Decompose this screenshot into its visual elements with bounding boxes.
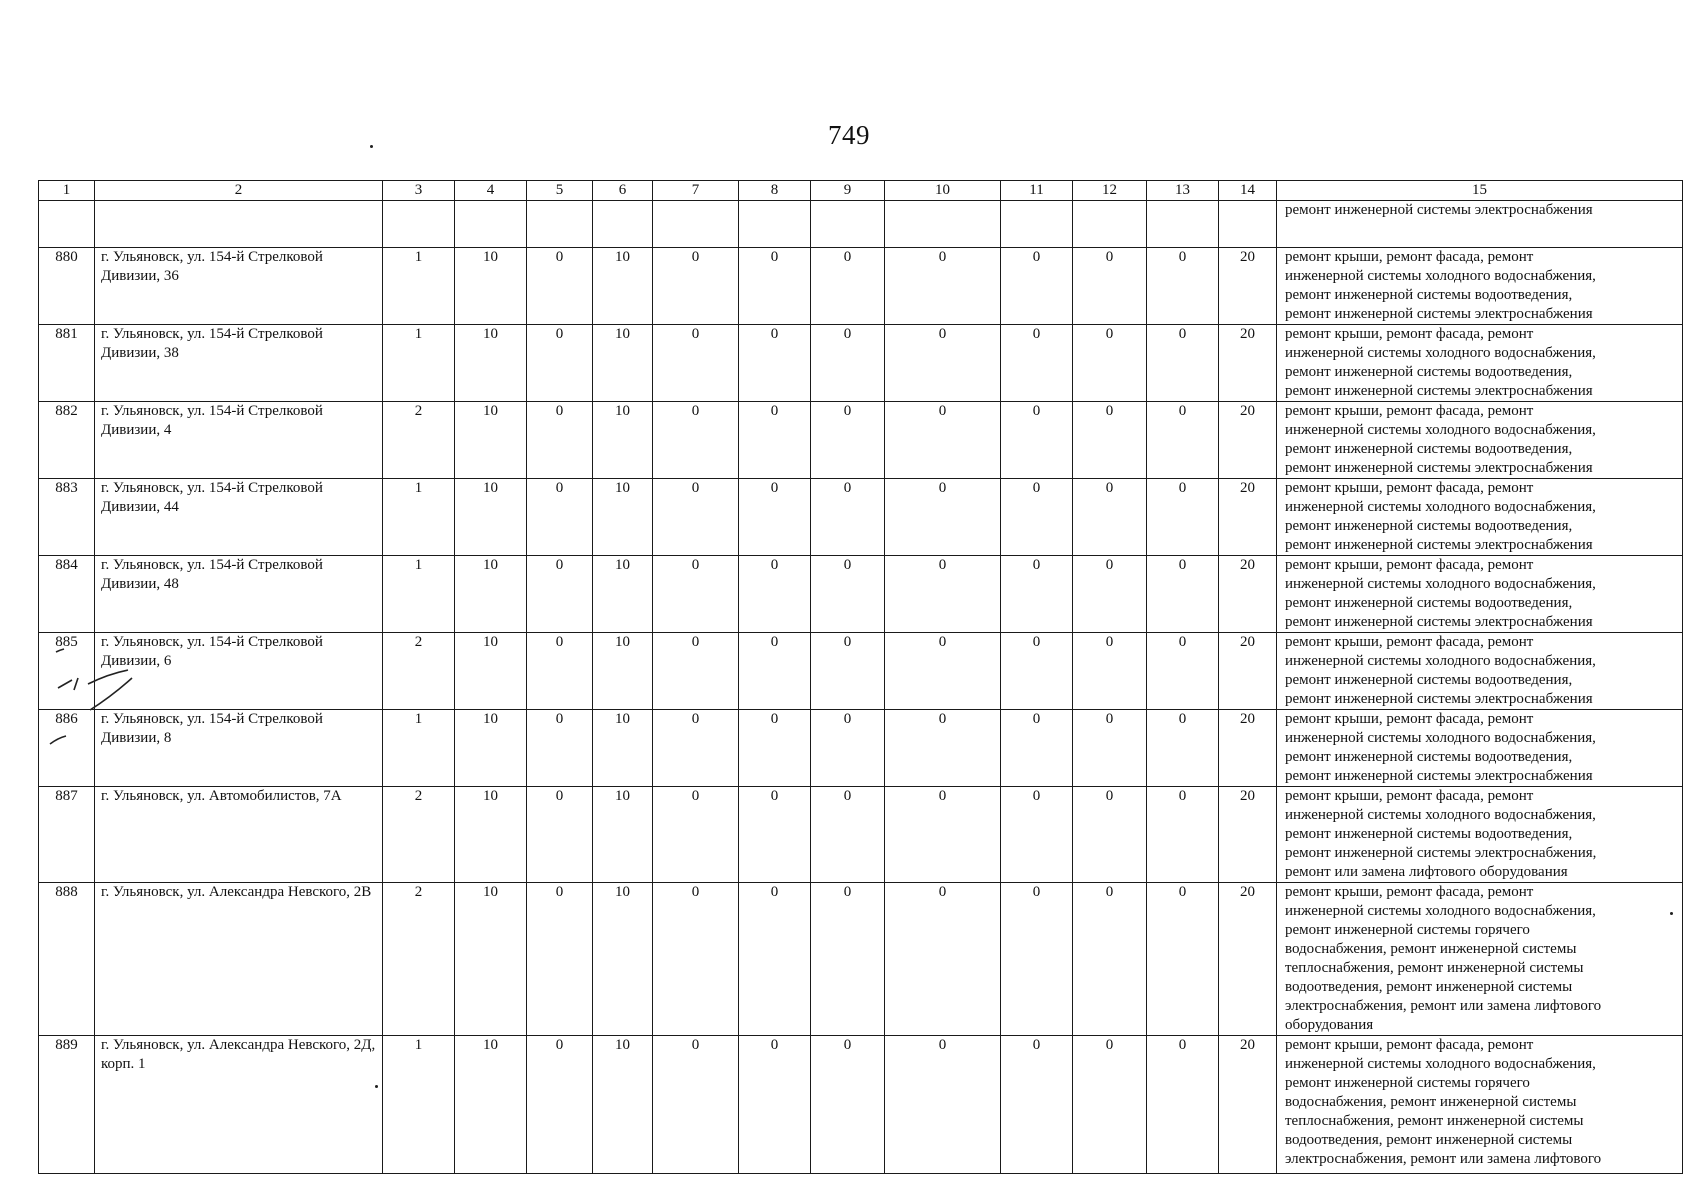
value-cell: 0 xyxy=(739,248,811,325)
value-cell: 0 xyxy=(653,633,739,710)
value-cell: 0 xyxy=(885,710,1001,787)
value-cell: 0 xyxy=(885,479,1001,556)
value-cell: 0 xyxy=(1147,710,1219,787)
works-cell: ремонт крыши, ремонт фасада, ремонт инженерной системы холодного водоснабжения, ремонт инженерной системы водоотведения, ремонт инженерной системы электроснабжения xyxy=(1277,556,1683,633)
row-number-cell: 888 xyxy=(39,883,95,1036)
value-cell: 0 xyxy=(653,710,739,787)
table-cell xyxy=(1001,201,1073,248)
value-cell: 0 xyxy=(1147,402,1219,479)
value-cell: 0 xyxy=(1073,787,1147,883)
address-cell: г. Ульяновск, ул. 154-й Стрелковой Дивизии, 48 xyxy=(95,556,383,633)
works-cell: ремонт крыши, ремонт фасада, ремонт инженерной системы холодного водоснабжения, ремонт инженерной системы горячего водоснабжения, ремонт инженерной системы теплоснабжения, ремонт инженерной системы водоотведения, ремонт инженерной системы электроснабжения, ремонт или замена лифтового xyxy=(1277,1036,1683,1174)
value-cell: 0 xyxy=(1073,710,1147,787)
address-cell: г. Ульяновск, ул. Александра Невского, 2В xyxy=(95,883,383,1036)
value-cell: 0 xyxy=(1073,633,1147,710)
value-cell: 10 xyxy=(593,1036,653,1174)
value-cell: 0 xyxy=(811,883,885,1036)
value-cell: 0 xyxy=(527,710,593,787)
value-cell: 0 xyxy=(527,1036,593,1174)
value-cell: 10 xyxy=(455,1036,527,1174)
value-cell: 0 xyxy=(1001,633,1073,710)
column-number-header: 10 xyxy=(885,181,1001,201)
table-cell xyxy=(39,201,95,248)
value-cell: 0 xyxy=(739,479,811,556)
value-cell: 20 xyxy=(1219,556,1277,633)
handwritten-check-marks xyxy=(38,640,158,750)
value-cell: 0 xyxy=(811,556,885,633)
value-cell: 10 xyxy=(593,710,653,787)
value-cell: 0 xyxy=(885,248,1001,325)
address-cell: г. Ульяновск, ул. 154-й Стрелковой Дивизии, 4 xyxy=(95,402,383,479)
value-cell: 10 xyxy=(593,633,653,710)
value-cell: 0 xyxy=(811,633,885,710)
value-cell: 0 xyxy=(1073,402,1147,479)
value-cell: 0 xyxy=(811,787,885,883)
value-cell: 0 xyxy=(527,556,593,633)
value-cell: 20 xyxy=(1219,479,1277,556)
value-cell: 0 xyxy=(1147,248,1219,325)
scan-speck xyxy=(1670,912,1673,915)
value-cell: 0 xyxy=(739,1036,811,1174)
value-cell: 10 xyxy=(455,479,527,556)
value-cell: 0 xyxy=(885,633,1001,710)
row-number-cell: 889 xyxy=(39,1036,95,1174)
value-cell: 0 xyxy=(527,248,593,325)
value-cell: 0 xyxy=(739,325,811,402)
value-cell: 0 xyxy=(1147,479,1219,556)
table-cell xyxy=(811,201,885,248)
table-row xyxy=(39,479,1683,556)
value-cell: 0 xyxy=(885,1036,1001,1174)
value-cell: 0 xyxy=(1001,883,1073,1036)
value-cell: 0 xyxy=(1073,883,1147,1036)
table-row xyxy=(39,710,1683,787)
column-number-header: 11 xyxy=(1001,181,1073,201)
works-cell: ремонт крыши, ремонт фасада, ремонт инженерной системы холодного водоснабжения, ремонт инженерной системы водоотведения, ремонт инженерной системы электроснабжения xyxy=(1277,633,1683,710)
works-cell: ремонт крыши, ремонт фасада, ремонт инженерной системы холодного водоснабжения, ремонт инженерной системы водоотведения, ремонт инженерной системы электроснабжения xyxy=(1277,479,1683,556)
value-cell: 10 xyxy=(455,633,527,710)
value-cell: 0 xyxy=(739,710,811,787)
value-cell: 20 xyxy=(1219,883,1277,1036)
value-cell: 10 xyxy=(593,402,653,479)
page-number: 749 xyxy=(828,120,870,150)
value-cell: 0 xyxy=(527,402,593,479)
value-cell: 10 xyxy=(593,325,653,402)
value-cell: 0 xyxy=(527,883,593,1036)
value-cell: 20 xyxy=(1219,787,1277,883)
value-cell: 1 xyxy=(383,479,455,556)
row-number-cell: 884 xyxy=(39,556,95,633)
row-number-cell: 882 xyxy=(39,402,95,479)
table-row xyxy=(39,883,1683,1036)
value-cell: 0 xyxy=(653,325,739,402)
value-cell: 0 xyxy=(527,787,593,883)
value-cell: 0 xyxy=(811,325,885,402)
value-cell: 0 xyxy=(811,1036,885,1174)
value-cell: 10 xyxy=(455,556,527,633)
value-cell: 20 xyxy=(1219,402,1277,479)
value-cell: 0 xyxy=(653,1036,739,1174)
table-row xyxy=(39,325,1683,402)
value-cell: 0 xyxy=(527,633,593,710)
address-cell: г. Ульяновск, ул. 154-й Стрелковой Дивизии, 36 xyxy=(95,248,383,325)
value-cell: 0 xyxy=(653,883,739,1036)
value-cell: 1 xyxy=(383,1036,455,1174)
value-cell: 0 xyxy=(885,325,1001,402)
value-cell: 10 xyxy=(455,710,527,787)
works-cell: ремонт крыши, ремонт фасада, ремонт инженерной системы холодного водоснабжения, ремонт инженерной системы горячего водоснабжения, ремонт инженерной системы теплоснабжения, ремонт инженерной системы водоотведения, ремонт инженерной системы электроснабжения, ремонт или замена лифтового оборудования xyxy=(1277,883,1683,1036)
table-cell xyxy=(455,201,527,248)
value-cell: 0 xyxy=(885,883,1001,1036)
value-cell: 0 xyxy=(1073,248,1147,325)
column-number-header: 6 xyxy=(593,181,653,201)
column-number-header: 3 xyxy=(383,181,455,201)
value-cell: 0 xyxy=(1001,402,1073,479)
table-row xyxy=(39,248,1683,325)
row-number-cell: 887 xyxy=(39,787,95,883)
value-cell: 0 xyxy=(885,556,1001,633)
value-cell: 0 xyxy=(653,402,739,479)
value-cell: 0 xyxy=(653,479,739,556)
table-row xyxy=(39,1036,1683,1174)
header-row xyxy=(39,181,1683,201)
value-cell: 1 xyxy=(383,248,455,325)
address-cell: г. Ульяновск, ул. 154-й Стрелковой Дивизии, 8 xyxy=(95,710,383,787)
scan-speck xyxy=(375,1085,378,1088)
value-cell: 20 xyxy=(1219,248,1277,325)
value-cell: 1 xyxy=(383,710,455,787)
value-cell: 0 xyxy=(739,556,811,633)
value-cell: 0 xyxy=(1147,633,1219,710)
column-number-header: 9 xyxy=(811,181,885,201)
value-cell: 2 xyxy=(383,633,455,710)
value-cell: 0 xyxy=(1001,1036,1073,1174)
value-cell: 10 xyxy=(593,248,653,325)
value-cell: 0 xyxy=(653,787,739,883)
works-cell: ремонт инженерной системы электроснабжения xyxy=(1277,201,1683,248)
column-number-header: 1 xyxy=(39,181,95,201)
table-cell xyxy=(593,201,653,248)
value-cell: 10 xyxy=(455,325,527,402)
value-cell: 10 xyxy=(455,883,527,1036)
value-cell: 0 xyxy=(1147,787,1219,883)
value-cell: 0 xyxy=(1147,1036,1219,1174)
table-cell xyxy=(527,201,593,248)
scan-speck xyxy=(370,145,373,148)
column-number-header: 5 xyxy=(527,181,593,201)
address-cell: г. Ульяновск, ул. Александра Невского, 2Д, корп. 1 xyxy=(95,1036,383,1174)
table-row xyxy=(39,556,1683,633)
works-cell: ремонт крыши, ремонт фасада, ремонт инженерной системы холодного водоснабжения, ремонт инженерной системы водоотведения, ремонт инженерной системы электроснабжения xyxy=(1277,325,1683,402)
value-cell: 0 xyxy=(1073,556,1147,633)
value-cell: 10 xyxy=(455,248,527,325)
works-cell: ремонт крыши, ремонт фасада, ремонт инженерной системы холодного водоснабжения, ремонт инженерной системы водоотведения, ремонт инженерной системы электроснабжения xyxy=(1277,710,1683,787)
value-cell: 10 xyxy=(455,402,527,479)
column-number-header: 8 xyxy=(739,181,811,201)
table-row xyxy=(39,787,1683,883)
value-cell: 0 xyxy=(811,248,885,325)
column-number-header: 2 xyxy=(95,181,383,201)
table-row xyxy=(39,633,1683,710)
works-cell: ремонт крыши, ремонт фасада, ремонт инженерной системы холодного водоснабжения, ремонт инженерной системы водоотведения, ремонт инженерной системы электроснабжения, ремонт или замена лифтового оборудования xyxy=(1277,787,1683,883)
value-cell: 0 xyxy=(1001,479,1073,556)
value-cell: 20 xyxy=(1219,1036,1277,1174)
value-cell: 0 xyxy=(527,325,593,402)
column-number-header: 7 xyxy=(653,181,739,201)
value-cell: 0 xyxy=(1073,479,1147,556)
value-cell: 0 xyxy=(1147,883,1219,1036)
table-cell xyxy=(739,201,811,248)
value-cell: 0 xyxy=(653,556,739,633)
value-cell: 0 xyxy=(739,883,811,1036)
value-cell: 20 xyxy=(1219,325,1277,402)
value-cell: 0 xyxy=(1073,325,1147,402)
row-number-cell: 880 xyxy=(39,248,95,325)
value-cell: 0 xyxy=(811,710,885,787)
value-cell: 10 xyxy=(593,479,653,556)
column-number-header: 14 xyxy=(1219,181,1277,201)
value-cell: 0 xyxy=(653,248,739,325)
value-cell: 0 xyxy=(885,402,1001,479)
table-cell xyxy=(885,201,1001,248)
value-cell: 20 xyxy=(1219,633,1277,710)
value-cell: 0 xyxy=(1147,556,1219,633)
table-cell xyxy=(653,201,739,248)
value-cell: 0 xyxy=(1073,1036,1147,1174)
address-cell: г. Ульяновск, ул. 154-й Стрелковой Дивизии, 38 xyxy=(95,325,383,402)
value-cell: 2 xyxy=(383,883,455,1036)
column-number-header: 13 xyxy=(1147,181,1219,201)
value-cell: 1 xyxy=(383,325,455,402)
value-cell: 0 xyxy=(1001,710,1073,787)
table-cell xyxy=(1219,201,1277,248)
works-cell: ремонт крыши, ремонт фасада, ремонт инженерной системы холодного водоснабжения, ремонт инженерной системы водоотведения, ремонт инженерной системы электроснабжения xyxy=(1277,402,1683,479)
value-cell: 0 xyxy=(885,787,1001,883)
value-cell: 0 xyxy=(1001,325,1073,402)
address-cell: г. Ульяновск, ул. 154-й Стрелковой Дивизии, 44 xyxy=(95,479,383,556)
value-cell: 0 xyxy=(811,402,885,479)
column-number-header: 4 xyxy=(455,181,527,201)
value-cell: 1 xyxy=(383,556,455,633)
value-cell: 0 xyxy=(1001,787,1073,883)
value-cell: 10 xyxy=(593,883,653,1036)
row-number-cell: 881 xyxy=(39,325,95,402)
address-cell: г. Ульяновск, ул. Автомобилистов, 7А xyxy=(95,787,383,883)
row-number-cell: 885 xyxy=(39,633,95,710)
value-cell: 0 xyxy=(739,402,811,479)
value-cell: 0 xyxy=(1147,325,1219,402)
value-cell: 10 xyxy=(593,556,653,633)
value-cell: 0 xyxy=(527,479,593,556)
address-cell: г. Ульяновск, ул. 154-й Стрелковой Дивизии, 6 xyxy=(95,633,383,710)
value-cell: 0 xyxy=(1001,248,1073,325)
table-row xyxy=(39,402,1683,479)
value-cell: 0 xyxy=(739,633,811,710)
value-cell: 10 xyxy=(455,787,527,883)
row-number-cell: 883 xyxy=(39,479,95,556)
value-cell: 2 xyxy=(383,402,455,479)
table-cell xyxy=(95,201,383,248)
continuation-row xyxy=(39,201,1683,248)
capital-repair-table xyxy=(38,180,1683,1174)
table-cell xyxy=(1147,201,1219,248)
value-cell: 20 xyxy=(1219,710,1277,787)
table-cell xyxy=(1073,201,1147,248)
works-cell: ремонт крыши, ремонт фасада, ремонт инженерной системы холодного водоснабжения, ремонт инженерной системы водоотведения, ремонт инженерной системы электроснабжения xyxy=(1277,248,1683,325)
value-cell: 2 xyxy=(383,787,455,883)
value-cell: 0 xyxy=(1001,556,1073,633)
value-cell: 0 xyxy=(739,787,811,883)
table-cell xyxy=(383,201,455,248)
column-number-header: 12 xyxy=(1073,181,1147,201)
value-cell: 0 xyxy=(811,479,885,556)
value-cell: 10 xyxy=(593,787,653,883)
row-number-cell: 886 xyxy=(39,710,95,787)
column-number-header: 15 xyxy=(1277,181,1683,201)
